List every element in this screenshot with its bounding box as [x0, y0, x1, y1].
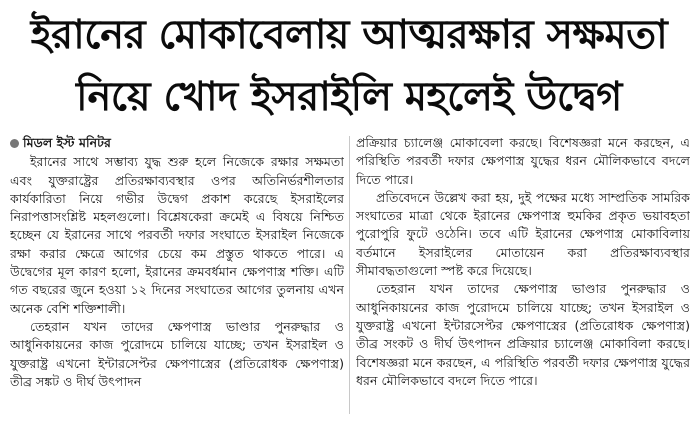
dateline-text: মিডল ইস্ট মনিটর: [23, 135, 111, 150]
headline-line-1: ইরানের মোকাবেলায় আত্মরক্ষার সক্ষমতা: [30, 12, 668, 58]
article-column-right: [356, 134, 690, 416]
paragraph: তেহরান যখন তাদের ক্ষেপণাস্ত্র ভাণ্ডার পুনরুদ্ধার ও আধুনিকায়নের কাজ পুরোদমে চালিয়ে যাচ্ছে; তখন ইসরাইল ও যুক্তরাষ্ট্র এখনো ইন্টারসেপ্টর ক্ষেপণাস্ত্রের (প্রতিরোধক ক্ষেপণাস্ত্র) তীব্র সংকট ও দীর্ঘ উৎপাদন প্রক্রিয়ার চ্যালেঞ্জ মোকাবিলা করছে। বিশেষজ্ঞরা মনে করছেন, এ পরিস্থিতি পরবর্তী দফার ক্ষেপণাস্ত্র যুদ্ধের ধরন মৌলিকভাবে বদলে দিতে পারে।: [356, 281, 690, 388]
paragraph: প্রতিবেদনে উল্লেখ করা হয়, দুই পক্ষের মধ্যে সাম্প্রতিক সামরিক সংঘাতের মাত্রা থেকে ইরানের ক্ষেপণাস্ত্র হুমকির প্রকৃত ভয়াবহতা পুরোপুরি ফুটে ওঠেনি। তবে এটি ইরানের ক্ষেপণাস্ত্র মোকাবিলায় বর্তমানে ইসরাইলের মোতায়েন করা প্রতিরক্ষাব্যবস্থার সীমাবদ্ধতাগুলো স্পষ্ট করে দিয়েছে।: [356, 189, 690, 279]
column-divider: [349, 136, 350, 414]
headline-line-2: নিয়ে খোদ ইসরাইলি মহলেই উদ্বেগ: [76, 74, 622, 120]
dateline: [10, 134, 344, 152]
bullet-icon: [10, 139, 19, 148]
paragraph: তেহরান যখন তাদের ক্ষেপণাস্ত্র ভাণ্ডার পুনরুদ্ধার ও আধুনিকায়নের কাজ পুরোদমে চালিয়ে যাচ্ছে; তখন ইসরাইল ও যুক্তরাষ্ট্র এখনো ইন্টারসেপ্টর ক্ষেপণাস্ত্রের (প্রতিরোধক ক্ষেপণাস্ত্র) তীব্র সঙ্কট ও দীর্ঘ উৎপাদন: [10, 318, 344, 389]
headline: [0, 0, 698, 132]
paragraph: ইরানের সাথে সম্ভাব্য যুদ্ধ শুরু হলে নিজেকে রক্ষার সক্ষমতা এবং যুক্তরাষ্ট্রের প্রতিরক্ষাব্যবস্থার ওপর অতিনির্ভরশীলতার কার্যকারিতা নিয়ে গভীর উদ্বেগ প্রকাশ করেছে ইসরাইলের নিরাপত্তাসংশ্লিষ্ট মহলগুলো। বিশ্লেষকেরা ক্রমেই এ বিষয়ে নিশ্চিত হচ্ছেন যে ইরানের সাথে পরবর্তী দফার সংঘাতে ইসরাইল নিজেকে রক্ষা করার ক্ষেত্রে আগের চেয়ে কম প্রস্তুত থাকতে পারে। এ উদ্বেগের মূল কারণ হলো, ইরানের ক্রমবর্ধমান ক্ষেপণাস্ত্র শক্তি। এটি গত বছরের জুনে হওয়া ১২ দিনের সংঘাতের আগের তুলনায় এখন অনেক বেশি শক্তিশালী।: [10, 154, 344, 316]
article-column-left: [10, 134, 344, 416]
paragraph: প্রক্রিয়ার চ্যালেঞ্জ মোকাবেলা করছে। বিশেষজ্ঞরা মনে করছেন, এ পরিস্থিতি পরবর্তী দফার ক্ষেপণাস্ত্র যুদ্ধের ধরন মৌলিকভাবে বদলে দিতে পারে।: [356, 135, 690, 187]
